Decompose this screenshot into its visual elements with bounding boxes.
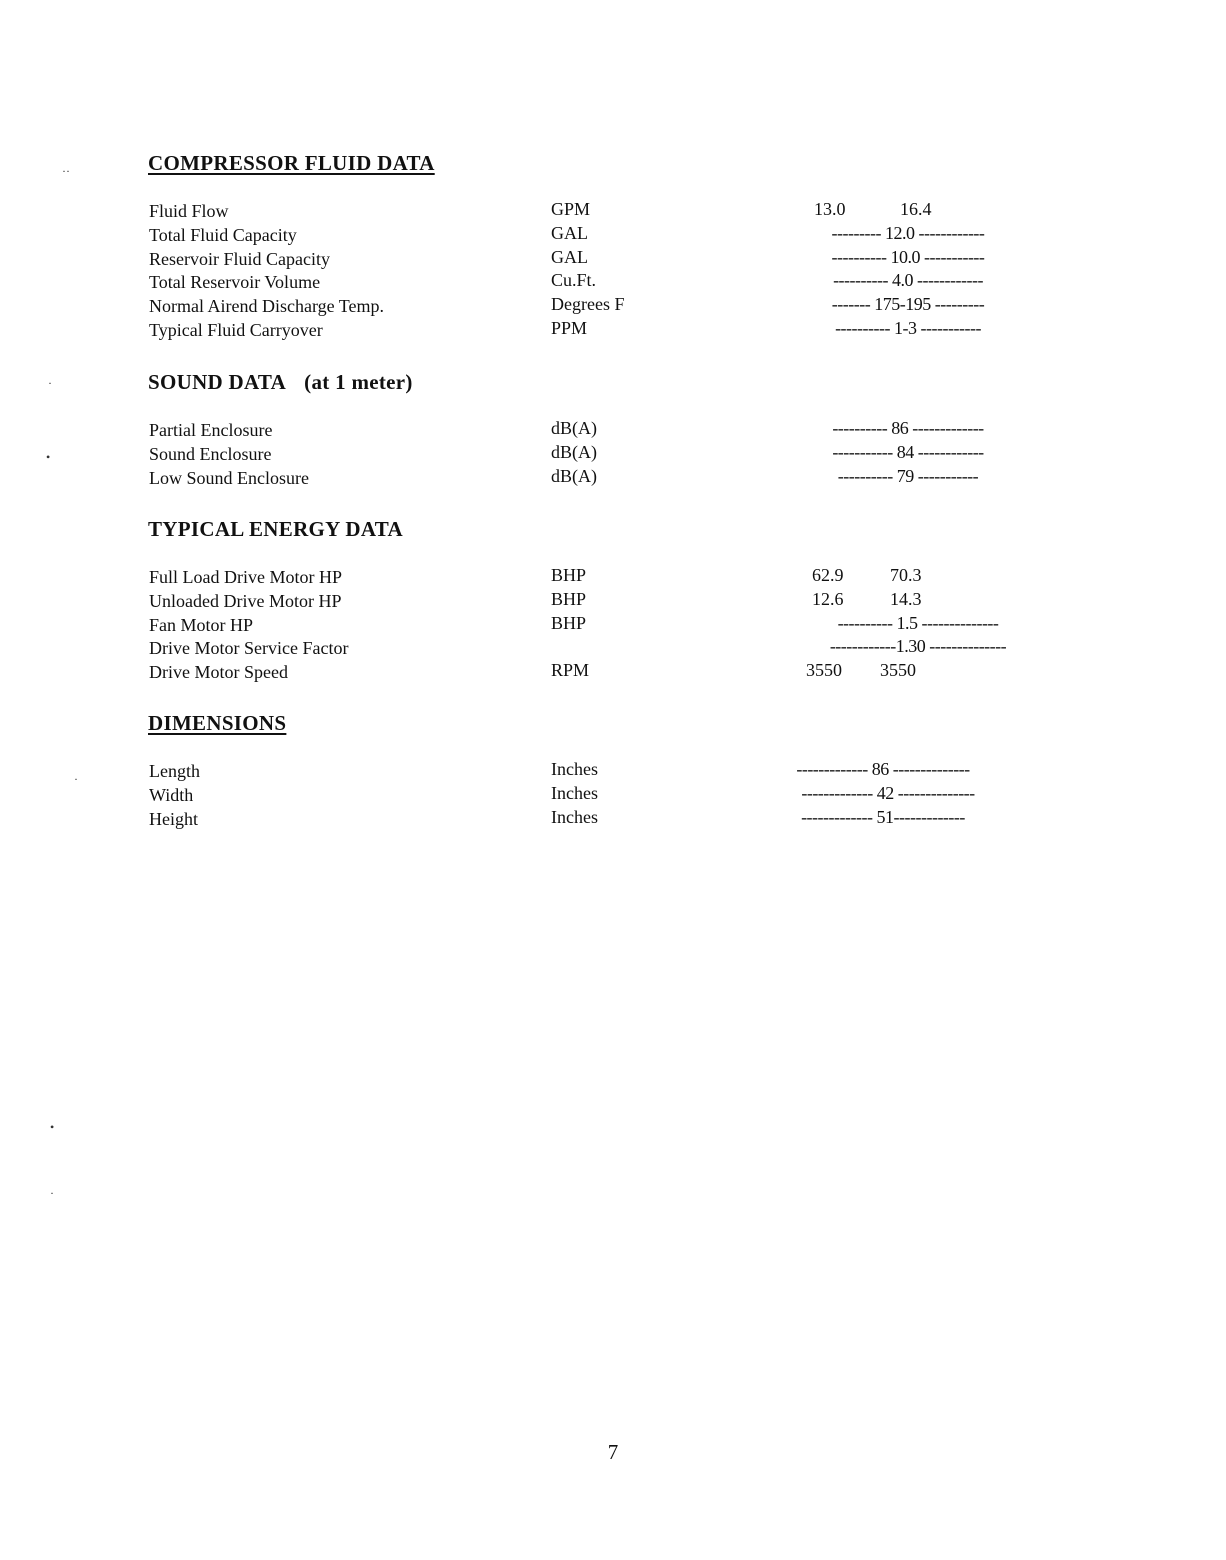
table-row — [148, 417, 1148, 441]
row-value-2: 16.4 — [900, 199, 932, 219]
row-label: Normal Airend Discharge Temp. — [149, 296, 385, 317]
row-value: ---------- 10.0 ----------- — [831, 246, 985, 267]
row-value-1: 62.9 — [812, 565, 844, 585]
energy-title: TYPICAL ENERGY DATA — [148, 517, 404, 541]
section-title — [148, 148, 1148, 178]
row-unit: dB(A) — [551, 418, 597, 438]
row-value-2: 70.3 — [890, 565, 922, 585]
energy-rows — [148, 564, 1148, 683]
row-unit: Degrees F — [551, 294, 625, 315]
table-row — [148, 564, 1148, 588]
row-label: Length — [149, 761, 200, 781]
table-row — [148, 246, 1148, 270]
row-unit: dB(A) — [551, 441, 597, 462]
page-number: 7 — [607, 1440, 619, 1464]
section-title — [148, 708, 1148, 738]
row-value-2: 3550 — [880, 660, 916, 681]
row-value: ---------- 1.5 -------------- — [837, 612, 999, 633]
row-value: ---------- 79 ----------- — [837, 465, 979, 486]
row-label: Fan Motor HP — [149, 614, 254, 635]
scan-speck: · — [74, 772, 78, 786]
section-dimensions — [148, 708, 1148, 829]
row-unit: Inches — [551, 759, 598, 779]
row-unit: RPM — [551, 660, 590, 681]
row-value: ---------- 4.0 ------------ — [833, 270, 983, 291]
section-compressor-fluid-data — [148, 148, 1148, 341]
fluid-title: COMPRESSOR FLUID DATA — [148, 151, 435, 175]
scan-speck: • — [50, 1120, 55, 1134]
table-row — [148, 441, 1148, 465]
row-label: Reservoir Fluid Capacity — [149, 248, 330, 269]
table-row — [148, 612, 1148, 636]
section-typical-energy-data — [148, 514, 1148, 683]
row-label: Drive Motor Service Factor — [149, 638, 349, 659]
table-row — [148, 222, 1148, 246]
row-value: ----------- 84 ------------ — [832, 441, 984, 462]
row-unit: Cu.Ft. — [551, 270, 597, 291]
row-value: ------------- 42 -------------- — [801, 782, 975, 803]
row-unit: Inches — [551, 782, 598, 803]
row-label: Total Fluid Capacity — [149, 224, 297, 245]
row-value: ---------- 86 ------------- — [832, 418, 984, 438]
table-row — [148, 659, 1148, 683]
section-title — [148, 367, 1148, 397]
row-label: Partial Enclosure — [149, 420, 273, 440]
table-row — [148, 269, 1148, 293]
row-unit: BHP — [551, 565, 587, 585]
row-label: Drive Motor Speed — [149, 662, 288, 683]
row-value: --------- 12.0 ------------ — [831, 222, 985, 243]
table-row — [148, 758, 1148, 782]
sound-title: SOUND DATA — [148, 370, 287, 394]
fluid-rows — [148, 198, 1148, 341]
row-label: Full Load Drive Motor HP — [149, 567, 342, 587]
table-row — [148, 806, 1148, 830]
row-value: ------------- 86 -------------- — [796, 759, 970, 779]
row-label: Total Reservoir Volume — [149, 272, 321, 293]
row-value-1: 3550 — [806, 660, 842, 681]
row-label: Low Sound Enclosure — [149, 467, 309, 488]
scan-speck: · — [50, 1186, 54, 1200]
row-label: Fluid Flow — [149, 201, 229, 221]
sound-subtitle: (at 1 meter) — [304, 370, 413, 394]
row-unit: BHP — [551, 612, 587, 633]
table-row — [148, 635, 1148, 659]
row-value-1: 12.6 — [812, 588, 844, 609]
dimensions-rows — [148, 758, 1148, 829]
table-row — [148, 588, 1148, 612]
row-unit: GPM — [551, 199, 591, 219]
row-label: Width — [149, 784, 194, 805]
table-row — [148, 782, 1148, 806]
row-unit: dB(A) — [551, 465, 597, 486]
row-unit: BHP — [551, 588, 587, 609]
row-label: Typical Fluid Carryover — [149, 319, 323, 340]
row-unit: GAL — [551, 246, 588, 267]
scan-speck: · — [48, 376, 52, 390]
row-label: Sound Enclosure — [149, 443, 272, 464]
row-label: Unloaded Drive Motor HP — [149, 590, 342, 611]
row-label: Height — [149, 808, 198, 829]
scan-speck: ·· — [62, 164, 70, 178]
row-value: ------------- 51------------- — [801, 806, 965, 827]
dimensions-title: DIMENSIONS — [148, 711, 287, 735]
row-value-pair — [806, 659, 958, 683]
table-row — [148, 198, 1148, 222]
row-value-pair — [812, 564, 968, 588]
row-value: ---------- 1-3 ----------- — [835, 317, 981, 338]
row-unit: Inches — [551, 806, 598, 827]
row-value: ------------1.30 -------------- — [829, 636, 1007, 657]
sound-rows — [148, 417, 1148, 488]
row-value-pair — [812, 588, 968, 612]
row-value-pair — [814, 198, 978, 222]
table-row — [148, 293, 1148, 317]
row-value-1: 13.0 — [814, 199, 846, 219]
section-title — [148, 514, 1148, 544]
row-value-2: 14.3 — [890, 588, 922, 609]
row-unit: PPM — [551, 317, 588, 338]
scan-speck: • — [46, 450, 51, 464]
row-unit: GAL — [551, 222, 588, 243]
table-row — [148, 465, 1148, 489]
row-value: ------- 175-195 --------- — [831, 294, 985, 315]
section-sound-data — [148, 367, 1148, 488]
table-row — [148, 317, 1148, 341]
